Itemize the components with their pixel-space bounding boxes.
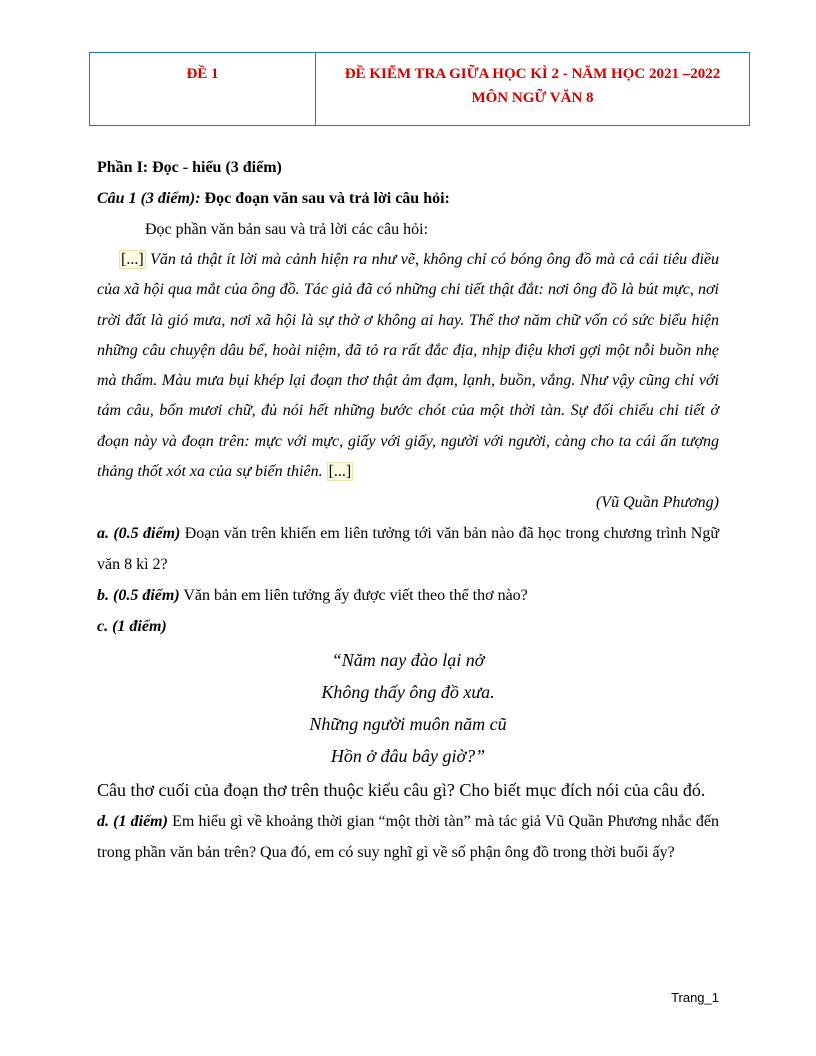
page-number: Trang_1 xyxy=(671,990,719,1005)
header-table xyxy=(89,52,750,126)
question-d-label: d. (1 điểm) xyxy=(97,813,168,831)
document-body xyxy=(97,152,719,868)
question-a-text: Đoạn văn trên khiến em liên tưởng tới văn bản nào đã học trong chương trình Ngữ văn 8 kì 2? xyxy=(97,525,719,574)
question-d-text: Em hiểu gì về khoảng thời gian “một thời tàn” mà tác giả Vũ Quần Phương nhắc đến trong phần văn bản trên? Qua đó, em có suy nghĩ gì về số phận ông đồ trong thời buổi ấy? xyxy=(97,813,719,862)
passage-open-bracket: [...] xyxy=(121,251,144,268)
passage-close-bracket: [...] xyxy=(328,463,352,481)
poem-line-1: “Năm nay đào lại nở xyxy=(331,650,485,671)
question-1-instruction: Đọc phần văn bản sau và trả lời các câu hỏi: xyxy=(145,221,429,238)
question-a-label: a. (0.5 điểm) xyxy=(97,525,181,543)
reading-passage xyxy=(97,245,719,487)
question-c-text: Câu thơ cuối của đoạn thơ trên thuộc kiểu câu gì? Cho biết mục đích nói của câu đó. xyxy=(97,780,706,801)
exam-number xyxy=(90,53,316,125)
question-b-label: b. (0.5 điểm) xyxy=(97,587,180,605)
exam-title: ĐỀ KIỂM TRA GIỮA HỌC KÌ 2 - NĂM HỌC 2021 –2022 xyxy=(344,66,721,82)
poem-line-3: Những người muôn năm cũ xyxy=(309,714,507,735)
question-1-title: Đọc đoạn văn sau và trả lời câu hỏi: xyxy=(200,190,450,207)
exam-subject: MÔN NGỮ VĂN 8 xyxy=(471,90,594,106)
question-d xyxy=(97,806,719,868)
exam-title-cell xyxy=(316,53,749,125)
exam-number-text: ĐỀ 1 xyxy=(186,66,219,82)
poem-line-4: Hồn ở đâu bây giờ?” xyxy=(330,746,486,767)
question-b xyxy=(97,580,719,611)
question-1-heading xyxy=(97,183,719,214)
question-1-label: Câu 1 (3 điểm): xyxy=(97,190,201,207)
question-b-text: Văn bản em liên tưởng ấy được viết theo thể thơ nào? xyxy=(179,587,528,605)
section-title: Phần I: Đọc - hiểu (3 điểm) xyxy=(97,159,282,176)
poem-line-2: Không thấy ông đồ xưa. xyxy=(321,682,495,703)
question-c xyxy=(97,611,719,642)
question-c-label: c. (1 điểm) xyxy=(97,618,167,636)
question-a xyxy=(97,518,719,580)
passage-attribution: (Vũ Quần Phương) xyxy=(595,494,719,512)
passage-text: Văn tả thật ít lời mà cảnh hiện ra như vẽ, không chỉ có bóng ông đồ mà cả cái tiêu điều của xã hội qua mắt của ông đồ. Tác giả đã có những chi tiết thật đắt: nơi ông đồ là bút mực, nơi trời đất là gió mưa, nơi xã hội là sự thờ ơ không ai hay. Thể thơ năm chữ vốn có sức biểu hiện những câu chuyện dâu bể, hoài niệm, đã tỏ ra rất đắc địa, nhịp điệu khơi gợi một nỗi buồn nhẹ mà thấm. Màu mưa bụi khép lại đoạn thơ thật ảm đạm, lạnh, buồn, vắng. Như vậy cũng chỉ với tám câu, bốn mươi chữ, đủ nói hết những bước chót của một thời tàn. Sự đối chiếu chi tiết ở đoạn này và đoạn trên: mực với mực, giấy với giấy, người với người, càng cho ta cái ấn tượng thảng thốt xót xa của sự biến thiên. xyxy=(97,251,719,481)
